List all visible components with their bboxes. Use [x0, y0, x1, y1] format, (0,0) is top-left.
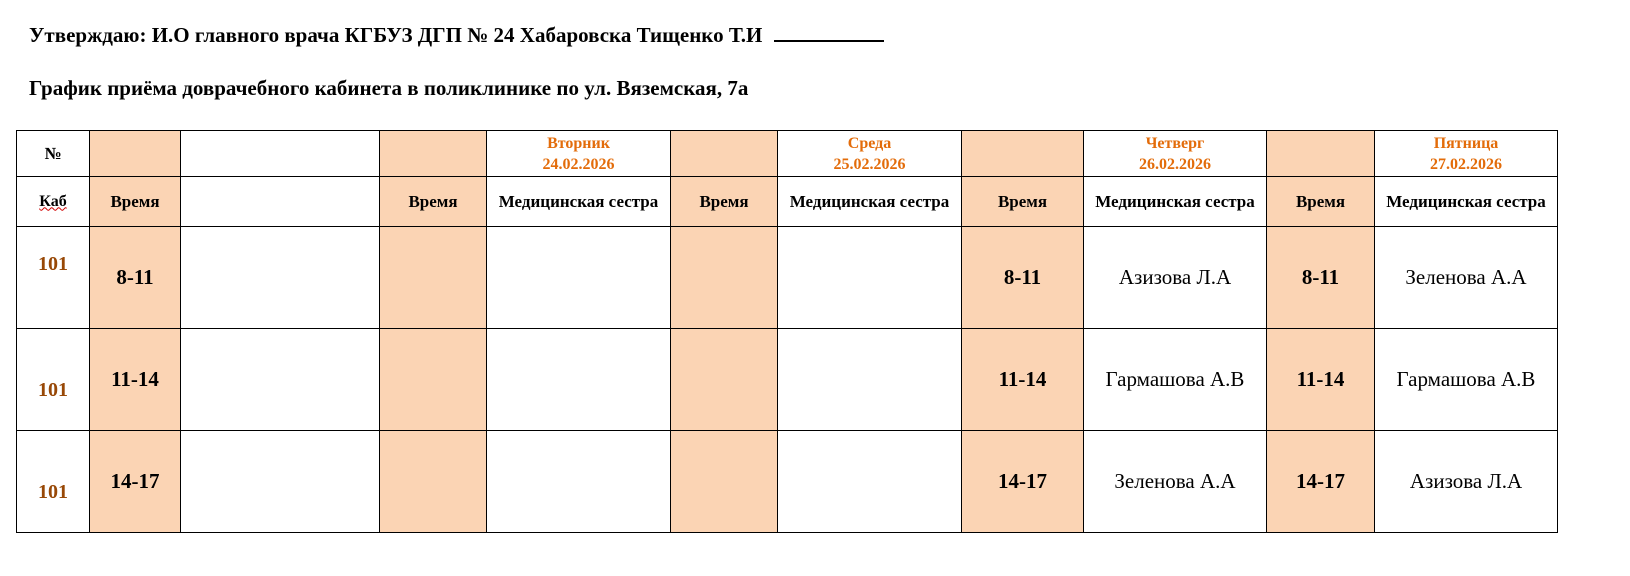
thursday-nurse-cell: Азизова Л.А	[1084, 227, 1267, 329]
day-header-friday	[1375, 131, 1558, 177]
wednesday-nurse-cell	[778, 227, 962, 329]
tuesday-nurse-cell	[487, 227, 671, 329]
page-title: График приёма доврачебного кабинета в поликлинике по ул. Вяземская, 7а	[29, 76, 749, 100]
table-row	[17, 227, 1558, 329]
number-header: №	[17, 131, 90, 177]
time-header-cell	[671, 131, 778, 177]
day-header-wednesday	[778, 131, 962, 177]
time-header-cell	[962, 131, 1084, 177]
day-date: 26.02.2026	[1139, 155, 1211, 173]
empty-cell	[181, 431, 380, 533]
day-date: 25.02.2026	[833, 155, 906, 173]
column-header-row	[17, 177, 1558, 227]
room-number: 101	[17, 227, 90, 329]
friday-nurse-cell: Зеленова А.А	[1375, 227, 1558, 329]
friday-nurse-cell: Гармашова А.В	[1375, 329, 1558, 431]
wednesday-nurse-cell	[778, 329, 962, 431]
empty-cell	[181, 227, 380, 329]
nurse-column-header: Медицинская сестра	[778, 177, 962, 227]
day-header-row	[17, 131, 1558, 177]
day-date: 27.02.2026	[1430, 155, 1502, 173]
thursday-time-cell: 14-17	[962, 431, 1084, 533]
wednesday-nurse-cell	[778, 431, 962, 533]
day-date: 24.02.2026	[542, 155, 615, 173]
day-name: Вторник	[547, 134, 610, 152]
time-header-cell	[1267, 131, 1375, 177]
time-column-header: Время	[90, 177, 181, 227]
tuesday-nurse-cell	[487, 329, 671, 431]
day-header-tuesday	[487, 131, 671, 177]
time-slot: 14-17	[90, 431, 181, 533]
wednesday-time-cell	[671, 329, 778, 431]
day-name: Пятница	[1433, 134, 1499, 152]
tuesday-nurse-cell	[487, 431, 671, 533]
friday-time-cell: 14-17	[1267, 431, 1375, 533]
approval-line	[29, 22, 884, 48]
friday-nurse-cell: Азизова Л.А	[1375, 431, 1558, 533]
tuesday-time-cell	[380, 431, 487, 533]
signature-line	[774, 22, 884, 42]
table-row	[17, 431, 1558, 533]
friday-time-cell: 8-11	[1267, 227, 1375, 329]
thursday-time-cell: 8-11	[962, 227, 1084, 329]
nurse-column-header: Медицинская сестра	[1375, 177, 1558, 227]
nurse-column-header: Медицинская сестра	[487, 177, 671, 227]
time-header-cell	[90, 131, 181, 177]
friday-time-cell: 11-14	[1267, 329, 1375, 431]
time-slot: 8-11	[90, 227, 181, 329]
time-header-cell	[380, 131, 487, 177]
tuesday-time-cell	[380, 329, 487, 431]
time-column-header: Время	[962, 177, 1084, 227]
time-column-header: Время	[1267, 177, 1375, 227]
thursday-nurse-cell: Гармашова А.В	[1084, 329, 1267, 431]
day-name: Среда	[847, 134, 892, 152]
wednesday-time-cell	[671, 431, 778, 533]
approval-text: Утверждаю: И.О главного врача КГБУЗ ДГП № 24 Хабаровска Тищенко Т.И	[29, 23, 763, 47]
wednesday-time-cell	[671, 227, 778, 329]
nurse-column-header: Медицинская сестра	[1084, 177, 1267, 227]
day-name: Четверг	[1145, 134, 1205, 152]
thursday-time-cell: 11-14	[962, 329, 1084, 431]
empty-cell	[181, 329, 380, 431]
time-column-header: Время	[671, 177, 778, 227]
empty-header-cell	[181, 131, 380, 177]
table-row	[17, 329, 1558, 431]
kab-header	[17, 177, 90, 227]
day-header-thursday	[1084, 131, 1267, 177]
schedule-table	[16, 130, 1558, 533]
room-number: 101	[17, 431, 90, 533]
kab-label: Каб	[39, 192, 67, 210]
time-column-header: Время	[380, 177, 487, 227]
tuesday-time-cell	[380, 227, 487, 329]
empty-header-cell	[181, 177, 380, 227]
time-slot: 11-14	[90, 329, 181, 431]
thursday-nurse-cell: Зеленова А.А	[1084, 431, 1267, 533]
room-number: 101	[17, 329, 90, 431]
